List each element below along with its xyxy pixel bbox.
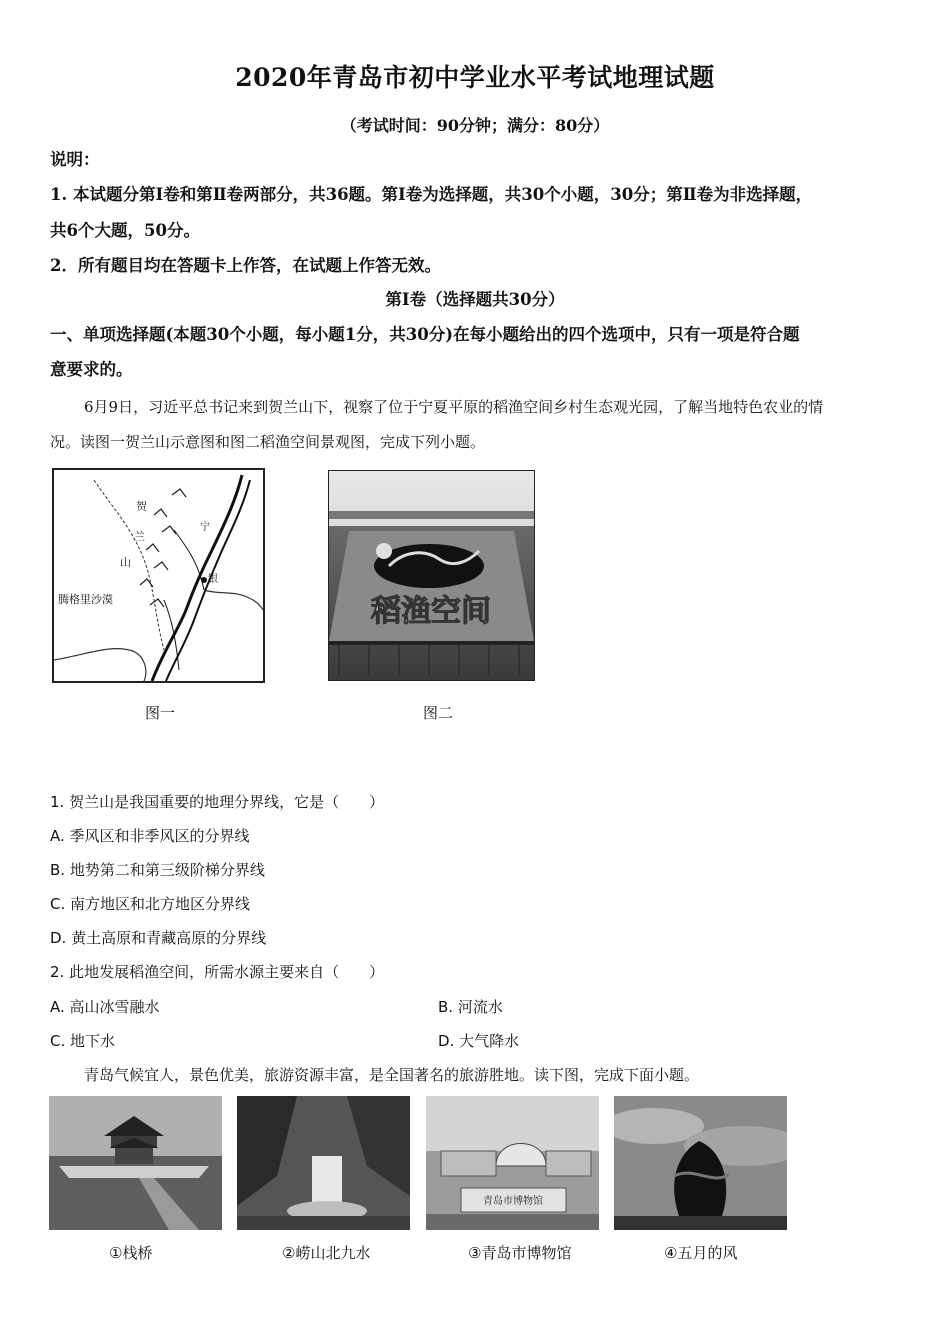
notes-item-1-line-2: 共6个大题，50分。 [50, 221, 200, 240]
figure-2-photo [328, 470, 535, 681]
map-label-he: 贺 [136, 500, 147, 513]
waterfall-photo-icon [237, 1096, 410, 1230]
passage-1-line-2: 况。读图一贺兰山示意图和图二稻渔空间景观图，完成下列小题。 [50, 433, 486, 451]
figure-2-caption: 图二 [422, 704, 453, 722]
may-wind-sculpture-photo-icon [614, 1096, 787, 1230]
map-label-desert: 腾格里沙漠 [58, 593, 113, 606]
figure-1-caption: 图一 [144, 704, 175, 722]
museum-sign-text: 青岛市博物馆 [483, 1196, 543, 1207]
passage-2: 青岛气候宜人，景色优美，旅游资源丰富，是全国著名的旅游胜地。读下图，完成下面小题。 [84, 1066, 700, 1084]
passage-1-line-1: 6月9日，习近平总书记来到贺兰山下，视察了位于宁夏平原的稻渔空间乡村生态观光园，了解当地特色农业的情 [84, 398, 824, 416]
q1-stem: 1. 贺兰山是我国重要的地理分界线，它是（ ） [50, 793, 385, 811]
q1-option-b: B. 地势第二和第三级阶梯分界线 [50, 861, 265, 879]
exam-title: 2020年青岛市初中学业水平考试地理试题 [235, 63, 715, 92]
q1-option-a: A. 季风区和非季风区的分界线 [50, 827, 250, 845]
photo-1-caption: ①栈桥 [109, 1244, 153, 1262]
photo-3-caption: ③青岛市博物馆 [468, 1244, 572, 1262]
q1-option-d: D. 黄土高原和青藏高原的分界线 [50, 929, 267, 947]
notes-item-2: 2．所有题目均在答题卡上作答，在试题上作答无效。 [50, 256, 441, 275]
photo-2-caption: ②崂山北九水 [282, 1244, 371, 1262]
notes-item-1-line-1: 1. 本试题分第Ⅰ卷和第Ⅱ卷两部分，共36题。第Ⅰ卷为选择题，共30个小题，30分；第Ⅱ卷为非选择题， [50, 185, 813, 204]
q2-option-c: C. 地下水 [50, 1032, 116, 1050]
part-instruction-line-2: 意要求的。 [50, 360, 133, 379]
notes-heading: 说明： [50, 150, 100, 169]
map-label-shan: 山 [120, 556, 131, 569]
q2-option-a: A. 高山冰雪融水 [50, 998, 160, 1016]
photo-museum [426, 1096, 599, 1230]
museum-photo-icon [426, 1096, 599, 1230]
q2-option-b: B. 河流水 [438, 998, 503, 1016]
q1-option-c: C. 南方地区和北方地区分界线 [50, 895, 251, 913]
photo-zhanqiao [49, 1096, 222, 1230]
field-sign-text: 稻渔空间 [371, 594, 491, 629]
rice-field-photo-icon [329, 471, 534, 680]
map-label-lan: 兰 [134, 530, 145, 543]
figure-1-map [52, 468, 265, 683]
part-instruction-line-1: 一、单项选择题(本题30个小题，每小题1分，共30分)在每小题给出的四个选项中，只有一项是符合题 [50, 325, 800, 344]
q2-stem: 2. 此地发展稻渔空间，所需水源主要来自（ ） [50, 963, 385, 981]
helan-mountain-map-icon [54, 470, 263, 681]
map-label-yin: 银 [208, 574, 218, 585]
map-label-ning: 宁 [200, 522, 210, 533]
photo-laoshan [237, 1096, 410, 1230]
section-title: 第Ⅰ卷（选择题共30分） [385, 290, 565, 309]
photo-may-wind [614, 1096, 787, 1230]
exam-subtitle: （考试时间：90分钟；满分：80分） [340, 116, 610, 135]
q2-option-d: D. 大气降水 [438, 1032, 520, 1050]
pier-pavilion-photo-icon [49, 1096, 222, 1230]
photo-4-caption: ④五月的风 [664, 1244, 738, 1262]
